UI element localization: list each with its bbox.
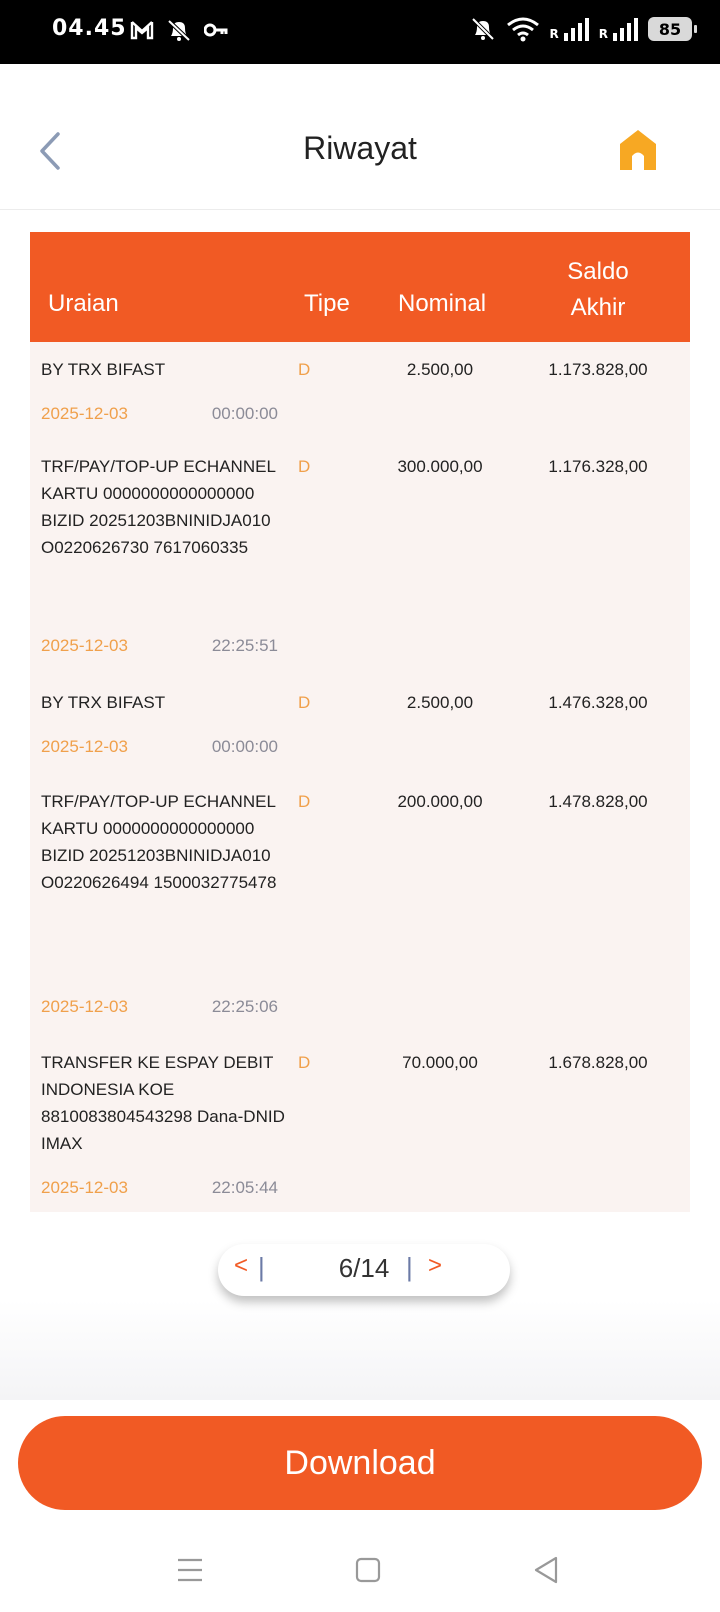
row-saldo: 1.176.328,00 xyxy=(548,457,648,476)
row-description: BY TRX BIFAST xyxy=(41,693,166,712)
system-nav-bar xyxy=(0,1530,720,1612)
column-header-tipe: Tipe xyxy=(304,290,350,317)
bottom-fade xyxy=(0,1300,720,1400)
signal-icon xyxy=(612,17,638,41)
row-time: 00:00:00 xyxy=(211,404,278,423)
row-date: 2025-12-03 xyxy=(41,997,128,1016)
page-title: Riwayat xyxy=(303,130,417,166)
row-time: 22:25:51 xyxy=(211,636,278,655)
status-notification-icons xyxy=(130,18,228,42)
row-description: TRF/PAY/TOP-UP ECHANNEL KARTU 0000000000000000 BIZID 20251203BNINIDJA010 O0220626730 7617060335 xyxy=(41,457,276,557)
recent-apps-button[interactable] xyxy=(170,1550,210,1590)
table-row[interactable] xyxy=(30,1035,690,1212)
roaming-indicator: R xyxy=(549,27,559,41)
pagination-separator: | xyxy=(406,1252,413,1282)
app-header xyxy=(0,64,720,210)
row-saldo: 1.478.828,00 xyxy=(548,792,648,811)
row-nominal: 2.500,00 xyxy=(406,360,474,379)
row-description: TRANSFER KE ESPAY DEBIT INDONESIA KOE 8810083804543298 Dana-DNID IMAX xyxy=(41,1053,285,1153)
muted-bell-icon xyxy=(166,18,192,42)
row-type: D xyxy=(298,693,311,712)
page-indicator: 6/14 xyxy=(338,1253,390,1283)
muted-bell-icon xyxy=(470,16,496,42)
key-icon xyxy=(204,22,228,38)
signal-icon xyxy=(563,17,589,41)
row-saldo: 1.476.328,00 xyxy=(548,693,648,712)
row-nominal: 2.500,00 xyxy=(406,693,474,712)
pagination xyxy=(218,1244,510,1296)
row-nominal: 200.000,00 xyxy=(397,792,483,811)
row-type: D xyxy=(298,457,311,476)
gmail-icon xyxy=(130,20,154,40)
home-nav-button[interactable] xyxy=(348,1550,388,1590)
column-header-saldo-akhir: Saldo Akhir xyxy=(567,258,629,321)
row-saldo: 1.678.828,00 xyxy=(548,1053,648,1072)
row-type: D xyxy=(298,792,311,811)
download-button[interactable]: Download xyxy=(18,1416,702,1510)
status-system-icons xyxy=(470,16,693,42)
row-type: D xyxy=(298,1053,311,1072)
table-row[interactable] xyxy=(30,774,690,1035)
pagination-separator: | xyxy=(258,1252,265,1282)
row-date: 2025-12-03 xyxy=(41,636,128,655)
menu-icon xyxy=(176,1557,204,1583)
row-date: 2025-12-03 xyxy=(41,404,128,423)
row-date: 2025-12-03 xyxy=(41,737,128,756)
row-type: D xyxy=(298,360,311,379)
roaming-indicator: R xyxy=(598,27,608,41)
back-nav-button[interactable] xyxy=(526,1550,566,1590)
table-row[interactable] xyxy=(30,675,690,774)
column-header-uraian: Uraian xyxy=(48,290,119,317)
row-nominal: 300.000,00 xyxy=(397,457,483,476)
wifi-icon xyxy=(506,16,540,42)
transaction-table xyxy=(30,232,690,1212)
home-icon xyxy=(618,128,658,172)
row-time: 00:00:00 xyxy=(211,737,278,756)
row-description: TRF/PAY/TOP-UP ECHANNEL KARTU 0000000000000000 BIZID 20251203BNINIDJA010 O0220626494 1500032775478 xyxy=(41,792,277,892)
triangle-back-icon xyxy=(533,1556,559,1584)
row-nominal: 70.000,00 xyxy=(402,1053,478,1072)
home-button[interactable] xyxy=(618,128,658,172)
row-date: 2025-12-03 xyxy=(41,1178,128,1197)
previous-page-button[interactable]: < xyxy=(234,1252,249,1279)
row-saldo: 1.173.828,00 xyxy=(548,360,648,379)
row-time: 22:25:06 xyxy=(211,997,278,1016)
column-header-nominal: Nominal xyxy=(398,290,487,317)
square-icon xyxy=(355,1557,381,1583)
row-description: BY TRX BIFAST xyxy=(41,360,166,379)
next-page-button[interactable]: > xyxy=(428,1252,443,1279)
table-body xyxy=(30,342,690,1212)
status-time: 04.45 xyxy=(52,16,127,41)
status-bar xyxy=(0,0,720,64)
table-row[interactable] xyxy=(30,439,690,675)
table-header xyxy=(30,232,690,342)
table-row[interactable] xyxy=(30,342,690,439)
battery-icon: 85 xyxy=(648,17,692,41)
row-time: 22:05:44 xyxy=(211,1178,278,1197)
